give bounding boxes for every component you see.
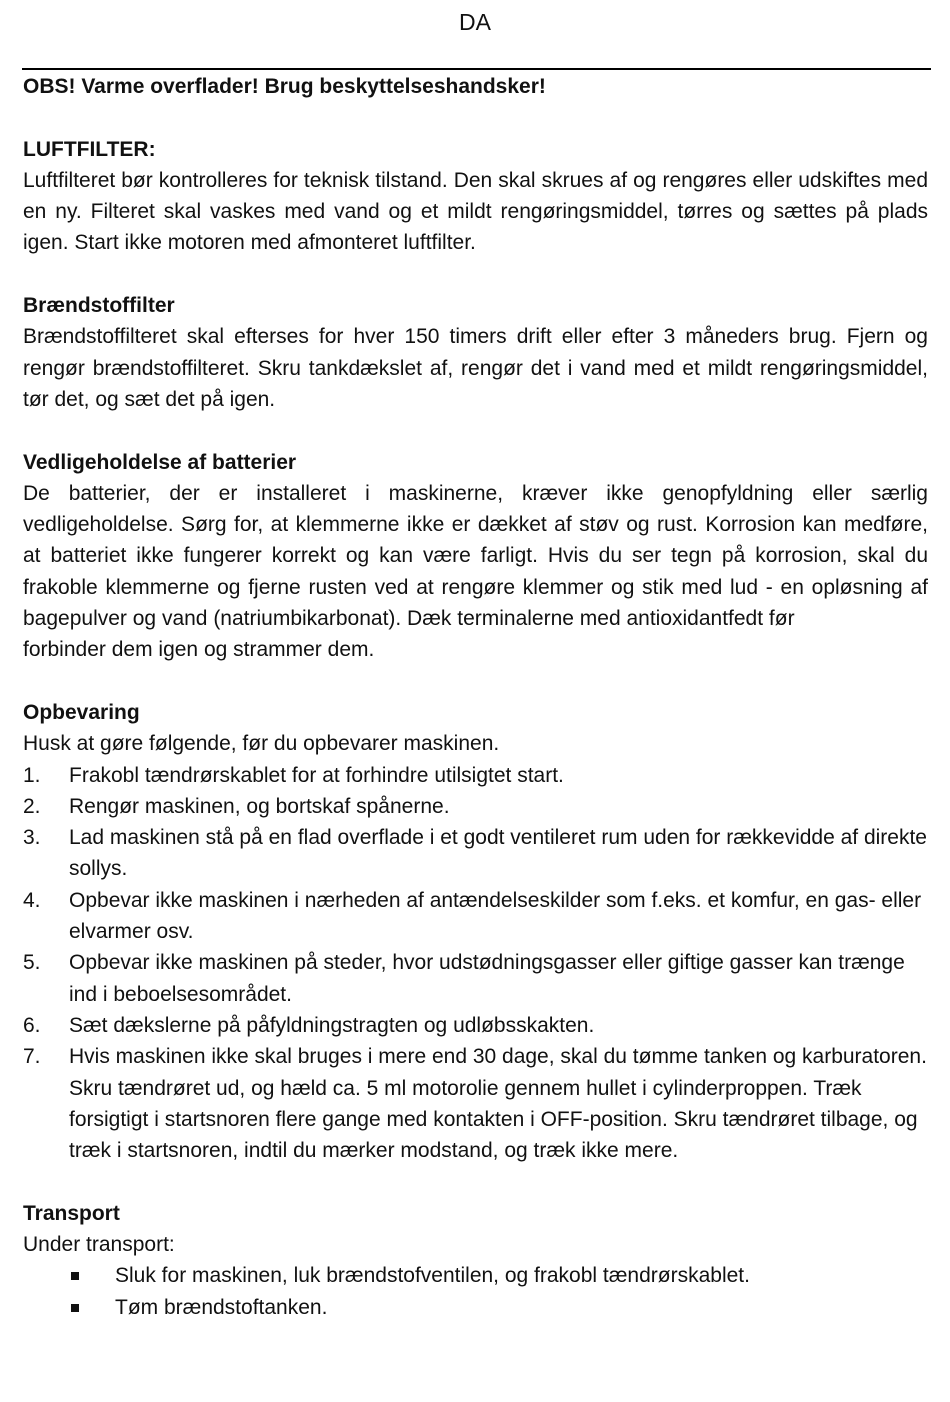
step-text: Frakobl tændrørskablet for at forhindre utilsigtet start. bbox=[69, 763, 564, 787]
step-number: 4. bbox=[23, 888, 41, 912]
storage-step bbox=[23, 822, 928, 885]
section-storage bbox=[23, 697, 928, 1166]
storage-step bbox=[23, 1041, 928, 1166]
header-divider bbox=[22, 68, 931, 70]
transport-item bbox=[23, 1292, 928, 1323]
section-battery bbox=[23, 447, 928, 666]
section-air-filter bbox=[23, 134, 928, 259]
step-number: 6. bbox=[23, 1013, 41, 1037]
storage-step bbox=[23, 1010, 928, 1041]
storage-step bbox=[23, 947, 928, 1010]
square-bullet-icon bbox=[71, 1272, 79, 1280]
storage-step bbox=[23, 791, 928, 822]
air-filter-heading: LUFTFILTER: bbox=[23, 137, 156, 161]
step-number: 5. bbox=[23, 951, 41, 975]
battery-text-end: forbinder dem igen og strammer dem. bbox=[23, 638, 375, 662]
storage-heading: Opbevaring bbox=[23, 700, 140, 724]
language-code: DA bbox=[459, 9, 491, 35]
fuel-filter-text: Brændstoffilteret skal efterses for hver 150 timers drift eller efter 3 måneders brug. Fjern og rengør brændstoffilteret. Skru tankdækslet af, rengør det i vand med et mildt rengøringsmiddel, tør det, og sæt det på igen. bbox=[23, 325, 928, 411]
transport-heading: Transport bbox=[23, 1201, 120, 1225]
fuel-filter-heading: Brændstoffilter bbox=[23, 294, 175, 318]
square-bullet-icon bbox=[71, 1304, 79, 1312]
transport-list bbox=[23, 1260, 928, 1323]
step-text: Hvis maskinen ikke skal bruges i mere end 30 dage, skal du tømme tanken og karburatoren. Skru tændrøret ud, og hæld ca. 5 ml motorolie gennem hullet i cylinderproppen. Træk forsigtigt i startsnoren flere gange med kontakten i OFF-position. Skru tændrøret tilbage, og træk i startsnoren, indtil du mærker modstand, og træk ikke mere. bbox=[69, 1045, 927, 1163]
transport-intro: Under transport: bbox=[23, 1232, 175, 1256]
step-text: Opbevar ikke maskinen i nærheden af antændelseskilder som f.eks. et komfur, en gas- eller elvarmer osv. bbox=[69, 888, 922, 944]
step-text: Rengør maskinen, og bortskaf spånerne. bbox=[69, 794, 450, 818]
transport-item-text: Sluk for maskinen, luk brændstofventilen, og frakobl tændrørskablet. bbox=[115, 1264, 750, 1288]
battery-text: De batterier, der er installeret i maskinerne, kræver ikke genopfyldning eller særlig vedligeholdelse. Sørg for, at klemmerne ikke er dækket af støv og rust. Korrosion kan medføre, at batteriet ikke fungerer korrekt og kan være farligt. Hvis du ser tegn på korrosion, skal du frakoble klemmerne og fjerne rusten ved at rengøre klemmer og stik med lud - en opløsning af bagepulver og vand (natriumbikarbonat). Dæk terminalerne med antioxidantfedt før bbox=[23, 481, 928, 631]
hot-surface-warning: OBS! Varme overflader! Brug beskyttelseshandsker! bbox=[23, 75, 546, 98]
step-number: 2. bbox=[23, 794, 41, 818]
storage-steps bbox=[23, 760, 928, 1167]
air-filter-text: Luftfilteret bør kontrolleres for teknisk tilstand. Den skal skrues af og rengøres eller udskiftes med en ny. Filteret skal vaskes med vand og et mildt rengøringsmiddel, tørres og sættes på plads igen. Start ikke motoren med afmonteret luftfilter. bbox=[23, 168, 928, 255]
transport-item bbox=[23, 1260, 928, 1291]
section-fuel-filter bbox=[23, 290, 928, 415]
step-number: 1. bbox=[23, 763, 41, 787]
section-transport bbox=[23, 1198, 928, 1323]
storage-intro: Husk at gøre følgende, før du opbevarer maskinen. bbox=[23, 732, 500, 756]
battery-heading: Vedligeholdelse af batterier bbox=[23, 450, 297, 474]
step-text: Lad maskinen stå på en flad overflade i et godt ventileret rum uden for rækkevidde af direkte sollys. bbox=[69, 826, 927, 881]
storage-step bbox=[23, 885, 928, 948]
step-text: Sæt dækslerne på påfyldningstragten og udløbsskakten. bbox=[69, 1013, 595, 1037]
step-number: 7. bbox=[23, 1045, 41, 1069]
step-text: Opbevar ikke maskinen på steder, hvor udstødningsgasser eller giftige gasser kan trænge ind i beboelsesområdet. bbox=[69, 951, 905, 1006]
document-body bbox=[23, 71, 928, 1354]
storage-step bbox=[23, 760, 928, 791]
step-number: 3. bbox=[23, 826, 41, 850]
transport-item-text: Tøm brændstoftanken. bbox=[115, 1295, 328, 1319]
